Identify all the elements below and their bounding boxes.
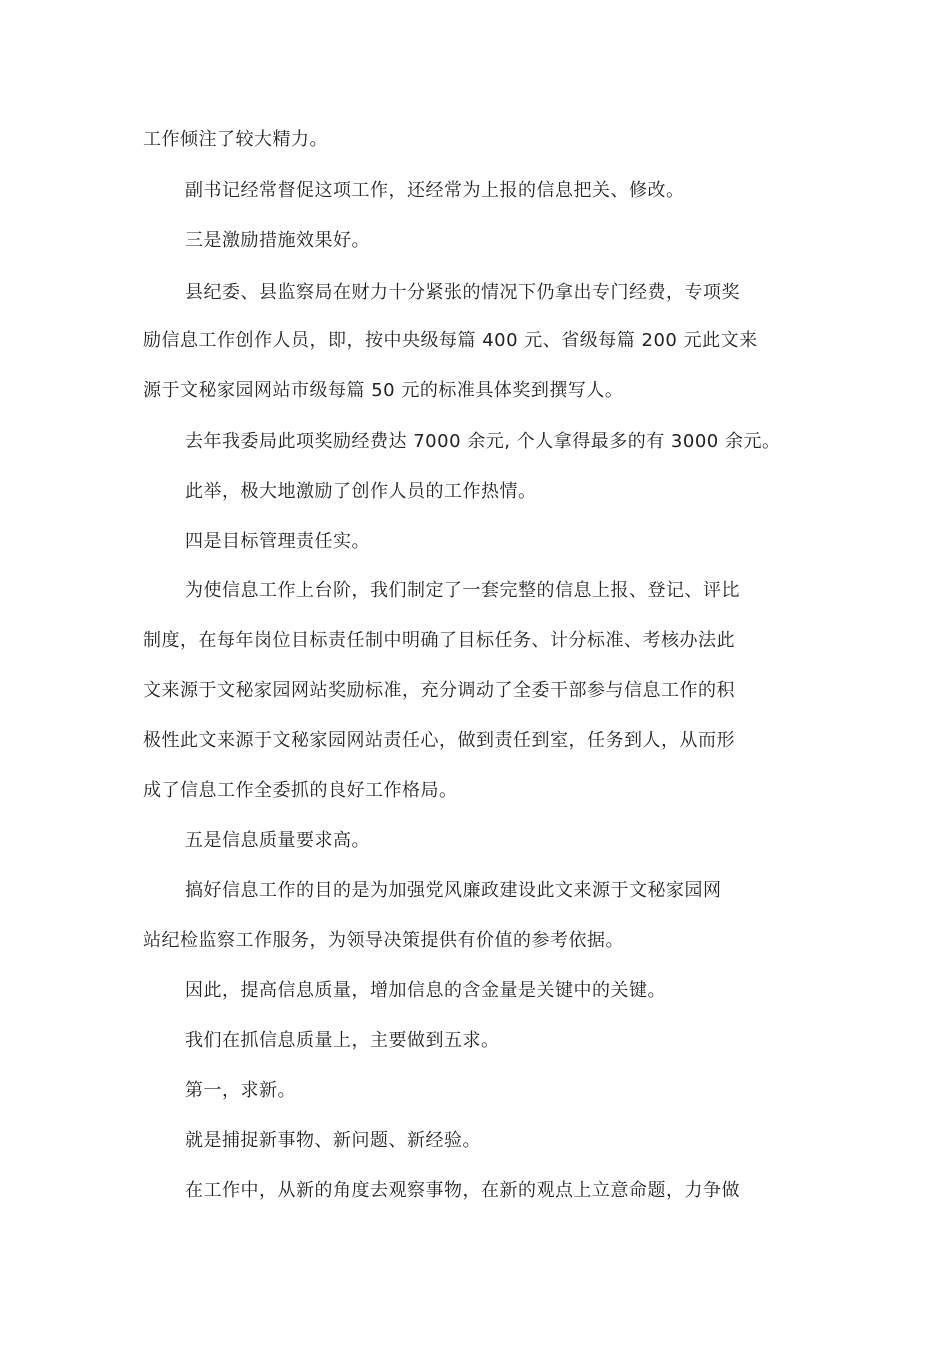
text-line: 励信息工作创作人员，即，按中央级每篇 400 元、省级每篇 200 元此文来 [143, 330, 758, 351]
text-line: 搞好信息工作的目的是为加强党风廉政建设此文来源于文秘家园网 [185, 880, 722, 901]
text-line: 此举，极大地激励了创作人员的工作热情。 [185, 481, 537, 502]
text-line: 就是捕捉新事物、新问题、新经验。 [185, 1130, 481, 1151]
text-line: 成了信息工作全委抓的良好工作格局。 [143, 780, 458, 801]
text-line: 文来源于文秘家园网站奖励标准，充分调动了全委干部参与信息工作的积 [143, 680, 735, 701]
text-line: 县纪委、县监察局在财力十分紧张的情况下仍拿出专门经费，专项奖 [185, 282, 740, 303]
text-line: 制度，在每年岗位目标责任制中明确了目标任务、计分标准、考核办法此 [143, 630, 735, 651]
text-line: 我们在抓信息质量上，主要做到五求。 [185, 1030, 500, 1051]
text-line: 三是激励措施效果好。 [185, 230, 370, 251]
text-line: 四是目标管理责任实。 [185, 531, 370, 552]
text-line: 工作倾注了较大精力。 [143, 129, 328, 150]
text-line: 源于文秘家园网站市级每篇 50 元的标准具体奖到撰写人。 [143, 380, 624, 401]
text-line: 在工作中，从新的角度去观察事物，在新的观点上立意命题，力争做 [185, 1180, 740, 1201]
text-line: 因此，提高信息质量，增加信息的含金量是关键中的关键。 [185, 980, 666, 1001]
text-line: 副书记经常督促这项工作，还经常为上报的信息把关、修改。 [185, 180, 685, 201]
text-line: 站纪检监察工作服务，为领导决策提供有价值的参考依据。 [143, 930, 624, 951]
text-line: 第一，求新。 [185, 1080, 296, 1101]
text-line: 五是信息质量要求高。 [185, 830, 370, 851]
text-line: 去年我委局此项奖励经费达 7000 余元, 个人拿得最多的有 3000 余元。 [185, 431, 781, 452]
text-line: 为使信息工作上台阶，我们制定了一套完整的信息上报、登记、评比 [185, 580, 740, 601]
text-line: 极性此文来源于文秘家园网站责任心，做到责任到室，任务到人，从而形 [143, 730, 735, 751]
